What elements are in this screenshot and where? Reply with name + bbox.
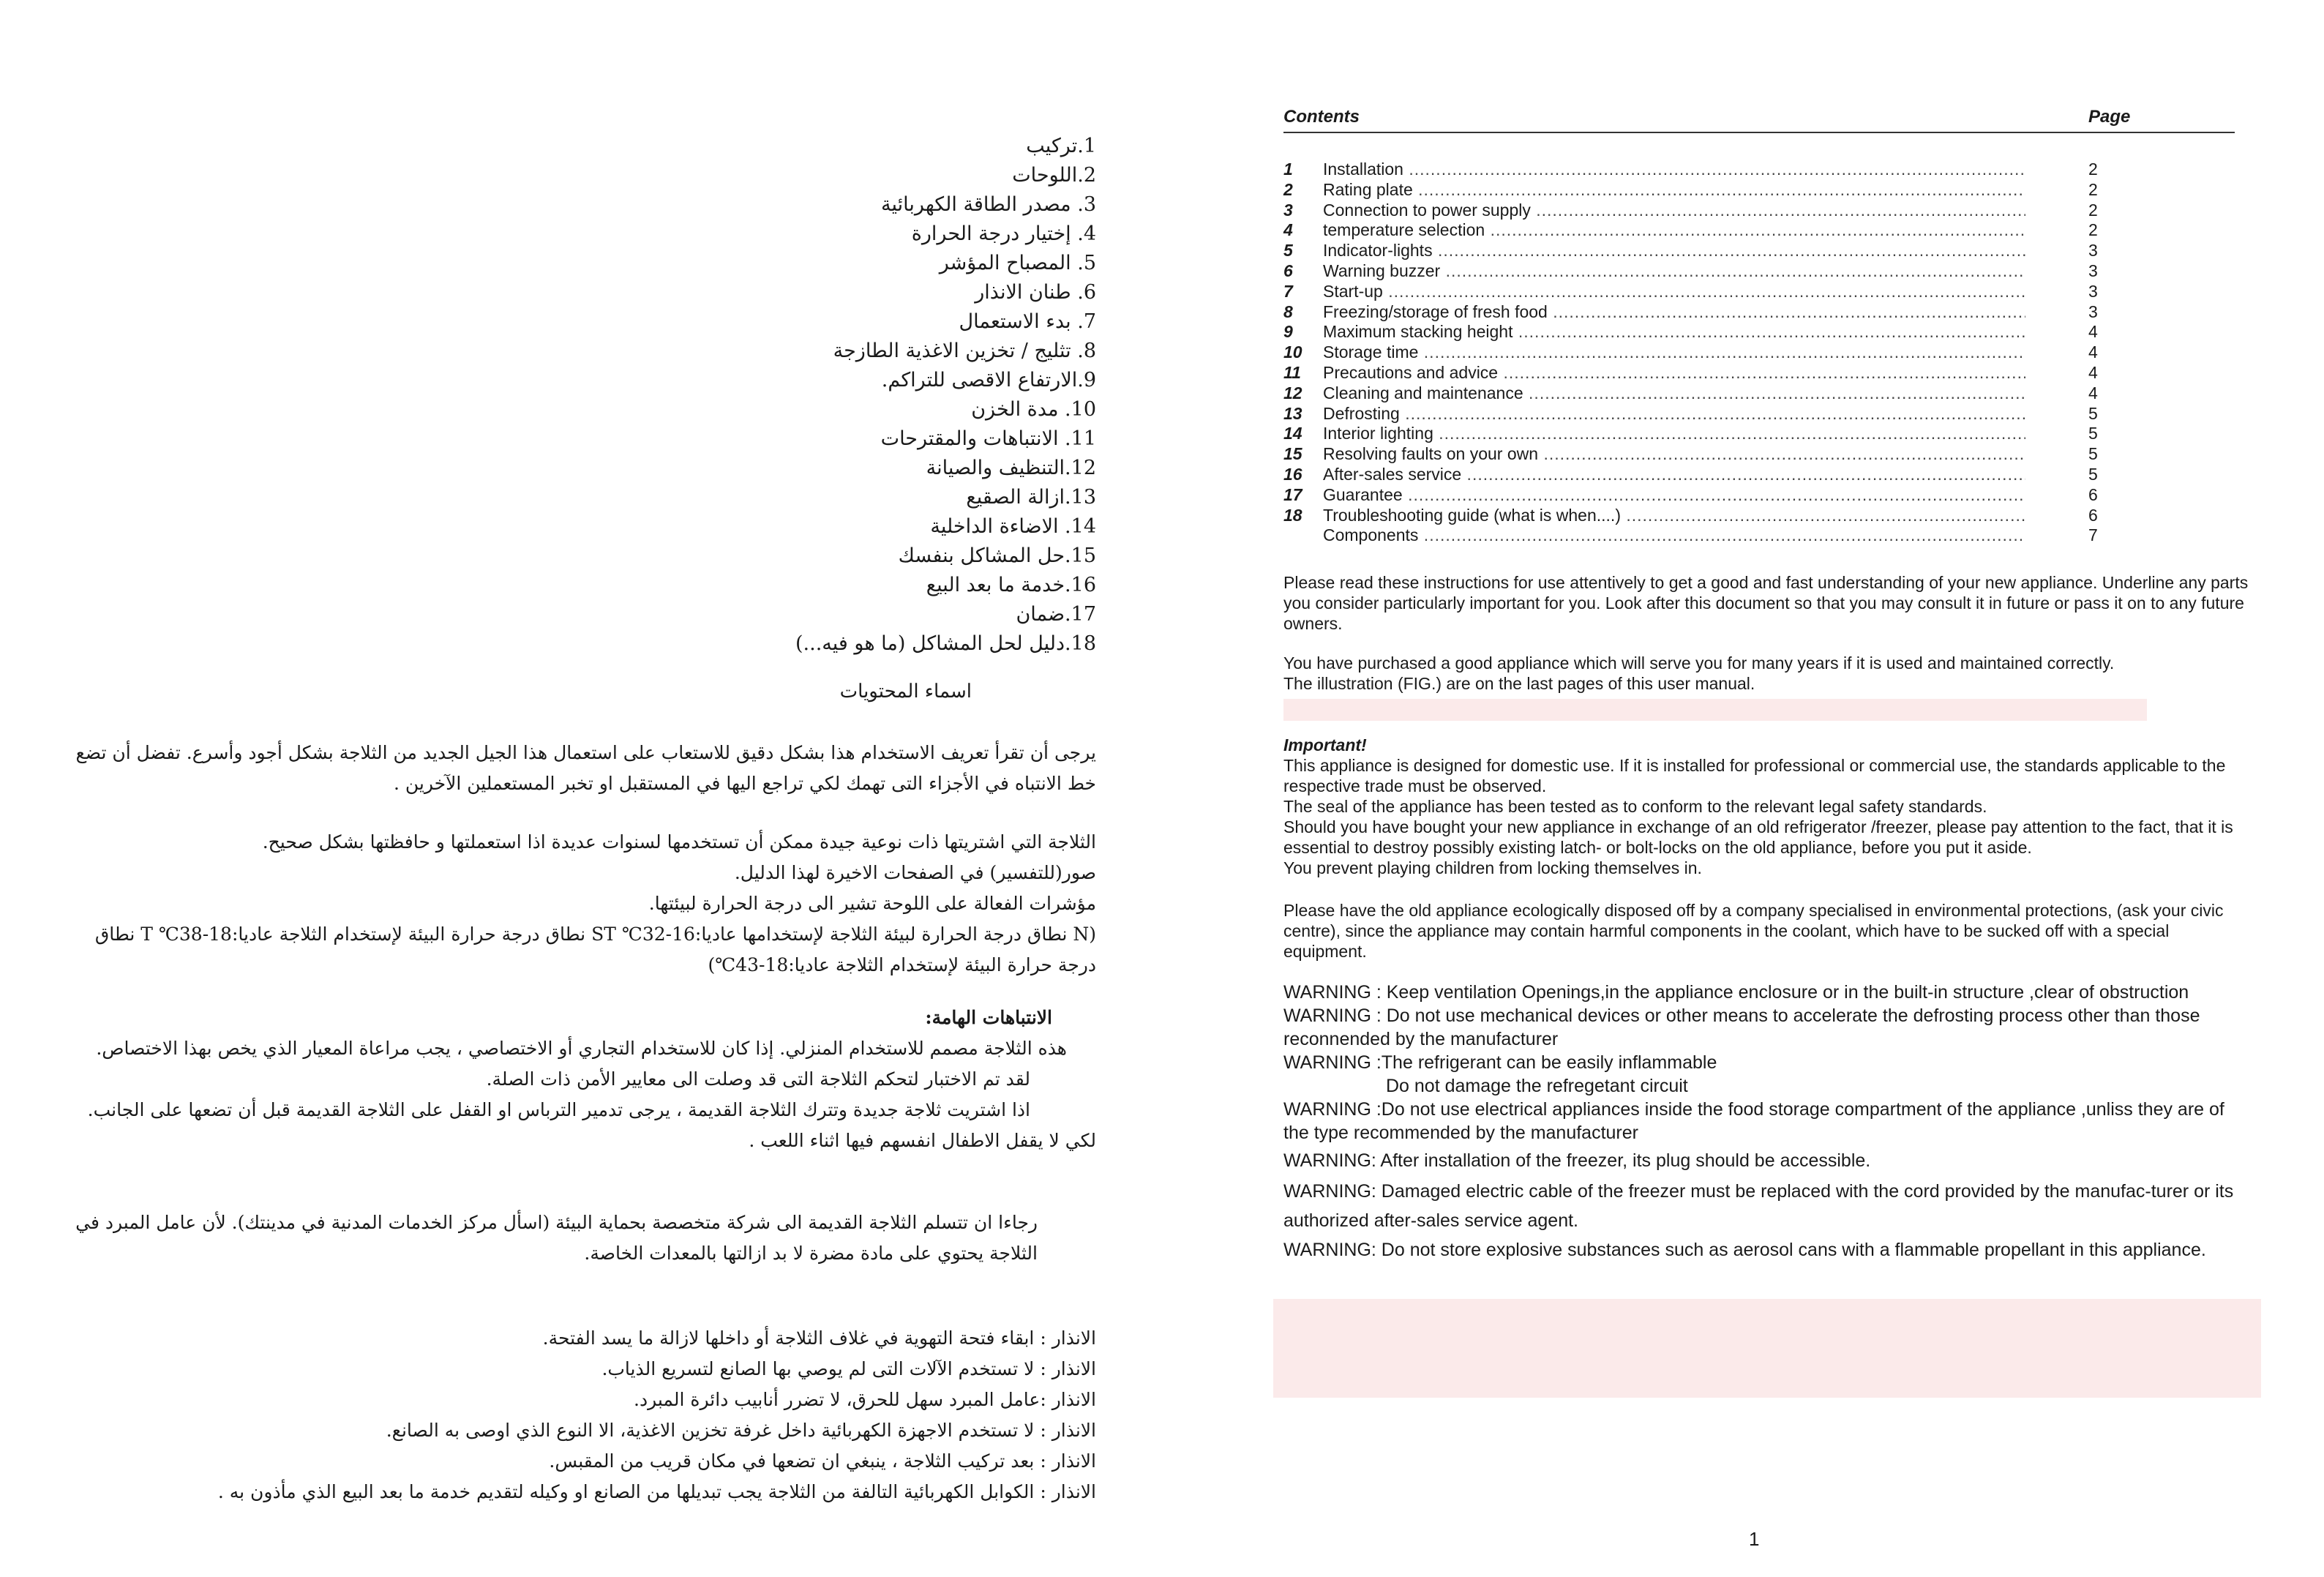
toc-number: 8 [1283,301,1293,321]
important-item: The seal of the appliance has been tested as to conform to the relevant legal safety standards. [1283,797,1987,816]
arabic-warnings [57,1323,1096,1507]
toc-number: 11 [1283,362,1301,382]
toc-title: Maximum stacking height ..... [1323,322,2025,342]
warning-item: WARNING: Do not store explosive substances such as aerosol cans with a flammable propellant in this appliance. [1283,1240,2206,1260]
important-item: You prevent playing children from locking themselves in. [1283,858,1702,877]
toc-title: Connection to power supply ..... [1323,201,2025,221]
purchase-line: The illustration (FIG.) are on the last pages of this user manual. [1283,674,1755,693]
arabic-contents-title: اسماء المحتويات [839,681,972,703]
disposal-paragraph: Please have the old appliance ecologically disposed off by a company specialised in environmental protections, (ask your civic centre), since the appliance may contain harmful components in the coolant, which have to be sucked off with a special equipment. [1283,901,2224,961]
toc-row [1283,342,2235,363]
arabic-important [57,1003,1096,1156]
toc-page: 2 [2088,160,2118,180]
arabic-important-item: لقد تم الاختبار لتحكم الثلاجة التى قد وصلت الى معايير الأمن ذات الصلة. [486,1068,1030,1090]
toc-row [1283,465,2235,485]
arabic-intro [57,738,1096,799]
intro-section [1283,572,2249,634]
toc-page: 2 [2088,180,2118,201]
toc-row [1283,525,2235,546]
arabic-warning: الانذار : ابقاء فتحة التهوية في غلاف الثلاجة أو داخلها لازالة ما يسد الفتحة. [542,1327,1096,1349]
arabic-toc-item: 9.الارتفاع الاقصى للتراكم. [881,369,1096,392]
toc-title: Guarantee ..... [1323,485,2025,506]
important-item: This appliance is designed for domestic use. If it is installed for professional or commercial use, the standards applicable to the respective trade must be observed. [1283,756,2226,795]
toc-row [1283,201,2235,221]
toc-row [1283,261,2235,282]
arabic-info-line: الثلاجة التي اشتريتها ذات نوعية جيدة ممكن أن تستخدمها لسنوات عديدة اذا استعملتها و حافظتها بشكل صحيح. [262,831,1096,853]
toc-number: 18 [1283,505,1302,525]
arabic-climate-class-line: (N نطاق درجة الحرارة لبيئة الثلاجة لإستخدامها عاديا:16-32℃ ST نطاق درجة حرارة البيئة لإستخدام الثلاجة عاديا:18-38℃ T نطاق [94,924,1096,945]
warning-item: WARNING :Do not use electrical appliances inside the food storage compartment of the appliance ,unliss they are of the type recommended by the manufacturer [1283,1099,2224,1143]
toc-row [1283,506,2235,526]
toc-row [1283,424,2235,444]
toc-page: 5 [2088,424,2118,444]
toc-title: Interior lighting ..... [1323,424,2025,444]
toc-title: Rating plate ..... [1323,180,2025,201]
toc-page: 3 [2088,261,2118,282]
arabic-climate-class-line: درجة حرارة البيئة لإستخدام الثلاجة عاديا:18-43℃) [708,954,1096,975]
toc-number: 4 [1283,220,1293,240]
warning-item: WARNING: After installation of the freezer, its plug should be accessible. [1283,1150,1871,1171]
arabic-warning: الانذار : لا تستخدم الآلات التى لم يوصي بها الصانع لتسريع الذياب. [601,1358,1096,1379]
contents-label: Contents [1283,107,1360,127]
toc-row [1283,322,2235,342]
arabic-warning: الانذار : لا تستخدم الاجهزة الكهربائية داخل غرفة تخزين الاغذية، الا النوع الذي اوصى به الصانع. [386,1420,1096,1441]
disposal-section [1283,900,2249,962]
toc-row [1283,485,2235,506]
toc-number: 5 [1283,241,1293,261]
toc-number: 15 [1283,444,1302,464]
toc-number: 9 [1283,322,1293,342]
arabic-toc-item: 6. طنان الانذار [975,281,1096,304]
arabic-toc-item: 14. الاضاءة الداخلية [930,515,1096,538]
toc-number: 1 [1283,160,1293,179]
contents-header [1283,104,2235,133]
toc-page: 5 [2088,404,2118,424]
important-label: Important! [1283,735,1367,754]
toc-row [1283,444,2235,465]
toc-number: 13 [1283,403,1302,423]
toc-title: Start-up ..... [1323,282,2025,302]
toc-page: 6 [2088,506,2118,526]
toc-row [1283,180,2235,201]
arabic-toc-item: 16.خدمة ما بعد البيع [926,574,1096,596]
toc-title: Freezing/storage of fresh food ..... [1323,302,2025,323]
arabic-toc-item: 15.حل المشاكل بنفسك [898,544,1096,567]
intro-paragraph: Please read these instructions for use attentively to get a good and fast understanding of your new appliance. Underline any parts you consider particularly important for you. Look after this document so that you may consult it in future or pass it on to any future owners. [1283,573,2249,633]
toc-page: 4 [2088,383,2118,404]
arabic-table-of-contents [584,132,1096,659]
toc-title: Troubleshooting guide (what is when....) ..... [1323,506,2025,526]
toc-row [1283,383,2235,404]
arabic-warning: الانذار :عامل المبرد سهل للحرق، لا تضرر أنابيب دائرة المبرد. [634,1389,1096,1410]
arabic-important-item: لكي لا يقفل الاطفال انفسهم فيها اثناء اللعب . [749,1130,1096,1151]
arabic-toc-item: 3. مصدر الطاقة الكهربائية [881,193,1096,216]
toc-page: 7 [2088,525,2118,546]
toc-row [1283,404,2235,424]
arabic-toc-item: 18.دليل لحل المشاكل (ما هو فيه...) [795,632,1096,655]
arabic-toc-item: 13.ازالة الصقيع [966,486,1096,509]
important-item: Should you have bought your new appliance in exchange of an old refrigerator /freezer, please pay attention to the fact, that it is essential to destroy possibly existing latch- or bolt-locks on the old appliance, before you put it aside. [1283,817,2233,857]
toc-page: 5 [2088,444,2118,465]
toc-title: After-sales service ..... [1323,465,2025,485]
toc-title: Components ..... [1323,525,2025,546]
highlight-band [1283,699,2147,721]
toc-page: 2 [2088,201,2118,221]
toc-page: 6 [2088,485,2118,506]
arabic-toc-item: 12.التنظيف والصيانة [926,457,1096,479]
arabic-toc-item: 4. إختيار درجة الحرارة [911,222,1096,245]
arabic-intro-paragraph: يرجى أن تقرأ تعريف الاستخدام هذا بشكل دقيق للاستعاب على استعمال هذا الجيل الجديد من الثلاجة بشكل أجود وأسرع. تفضل أن تضع خط الانتباه في الأجزاء التى تهمك لكي تراجع اليها في المستقبل او تخبر المستعملين الآخرين . [75,742,1096,794]
arabic-page [0,0,1142,1577]
toc-page: 4 [2088,342,2118,363]
warning-item: WARNING :The refrigerant can be easily inflammable [1283,1052,1717,1073]
toc-title: Storage time ..... [1323,342,2025,363]
toc-row [1283,302,2235,323]
toc-page: 3 [2088,241,2118,261]
arabic-toc-item: 11. الانتباهات والمقترحات [880,427,1096,450]
toc-page: 4 [2088,363,2118,383]
toc-title: Cleaning and maintenance ..... [1323,383,2025,404]
toc-page: 4 [2088,322,2118,342]
arabic-info [57,827,1096,981]
arabic-toc-item: 17.ضمان [1016,603,1096,626]
toc-number: 2 [1283,179,1293,199]
page-label: Page [2088,107,2131,127]
toc-title: Defrosting ..... [1323,404,2025,424]
toc-row [1283,282,2235,302]
toc-number: 7 [1283,281,1293,301]
arabic-toc-item: 2.اللوحات [1012,164,1096,187]
page-number: 1 [1749,1528,1760,1550]
warning-item: Do not damage the refregetant circuit [1386,1076,1688,1096]
toc-title: temperature selection ..... [1323,220,2025,241]
toc-title: Precautions and advice ..... [1323,363,2025,383]
toc-row [1283,160,2235,180]
toc-row [1283,241,2235,261]
arabic-disposal-paragraph: رجاءا ان تتسلم الثلاجة القديمة الى شركة متخصصة بحماية البيئة (اسأل مركز الخدمات المدنية في مدينتك). لأن عامل المبرد في الثلاجة يحتوي على مادة مضرة لا بد ازالتها بالمعدات الخاصة. [75,1212,1038,1264]
toc-number: 12 [1283,383,1302,402]
arabic-info-line: صور(للتفسير) في الصفحات الاخيرة لهذا الدليل. [734,862,1096,883]
arabic-info-line: مؤشرات الفعالة على اللوحة تشير الى درجة الحرارة لبيئتها. [648,893,1096,914]
warning-item: WARNING : Do not use mechanical devices or other means to accelerate the defrosting process other than those reconnended by the manufacturer [1283,1005,2200,1049]
arabic-disposal [57,1207,1096,1269]
toc-title: Indicator-lights ..... [1323,241,2025,261]
warning-item: WARNING : Keep ventilation Openings,in the appliance enclosure or in the built-in structure ,clear of obstruction [1283,982,2189,1003]
toc-title: Warning buzzer ..... [1323,261,2025,282]
toc-number: 10 [1283,342,1302,362]
toc-page: 5 [2088,465,2118,485]
toc-page: 2 [2088,220,2118,241]
toc-row [1283,220,2235,241]
toc-title: Resolving faults on your own ..... [1323,444,2025,465]
arabic-important-heading: الانتباهات الهامة: [925,1007,1052,1028]
arabic-important-item: اذا اشتريت ثلاجة جديدة وتترك الثلاجة القديمة ، يرجى تدمير الترباس او القفل على الثلاجة القديمة قبل أن تضعها على الجانب. [87,1099,1030,1120]
toc-page: 3 [2088,302,2118,323]
arabic-toc-item: 8. تثليج / تخزين الاغذية الطازجة [833,340,1096,362]
toc-number: 16 [1283,464,1302,484]
arabic-toc-item: 5. المصباح المؤشر [939,252,1096,274]
purchase-section [1283,653,2249,694]
table-of-contents [1283,160,2235,546]
toc-number: 6 [1283,261,1293,280]
toc-number: 3 [1283,200,1293,220]
arabic-warning: الانذار : الكوابل الكهربائية التالفة من الثلاجة يجب تبديلها من الصانع او وكيله لتقديم خدمة ما بعد البيع الذي مأذون به . [217,1481,1096,1502]
toc-page: 3 [2088,282,2118,302]
english-page [1244,0,2268,1577]
arabic-toc-item: 7. بدء الاستعمال [959,310,1096,333]
purchase-line: You have purchased a good appliance which will serve you for many years if it is used and maintained correctly. [1283,653,2115,673]
important-section [1283,735,2249,878]
arabic-toc-item: 1.تركيب [1026,135,1096,157]
toc-number: 17 [1283,484,1302,504]
toc-title: Installation ..... [1323,160,2025,180]
arabic-toc-item: 10. مدة الخزن [971,398,1096,421]
toc-number: 14 [1283,424,1302,443]
arabic-important-item: هذه الثلاجة مصمم للاستخدام المنزلي. إذا كان للاستخدام التجاري أو الاختصاصي ، يجب مراعاة المعيار الذي يخص بهذا الاختصاص. [96,1038,1067,1059]
arabic-warning: الانذار : بعد تركيب الثلاجة ، ينبغي ان تضعها في مكان قريب من المقبس. [549,1450,1096,1472]
warning-item: WARNING: Damaged electric cable of the freezer must be replaced with the cord provided by the manufac-turer or its authorized after-sales service agent. [1283,1181,2234,1231]
toc-row [1283,363,2235,383]
warnings-section [1283,981,2249,1262]
highlight-band [1273,1299,2261,1398]
